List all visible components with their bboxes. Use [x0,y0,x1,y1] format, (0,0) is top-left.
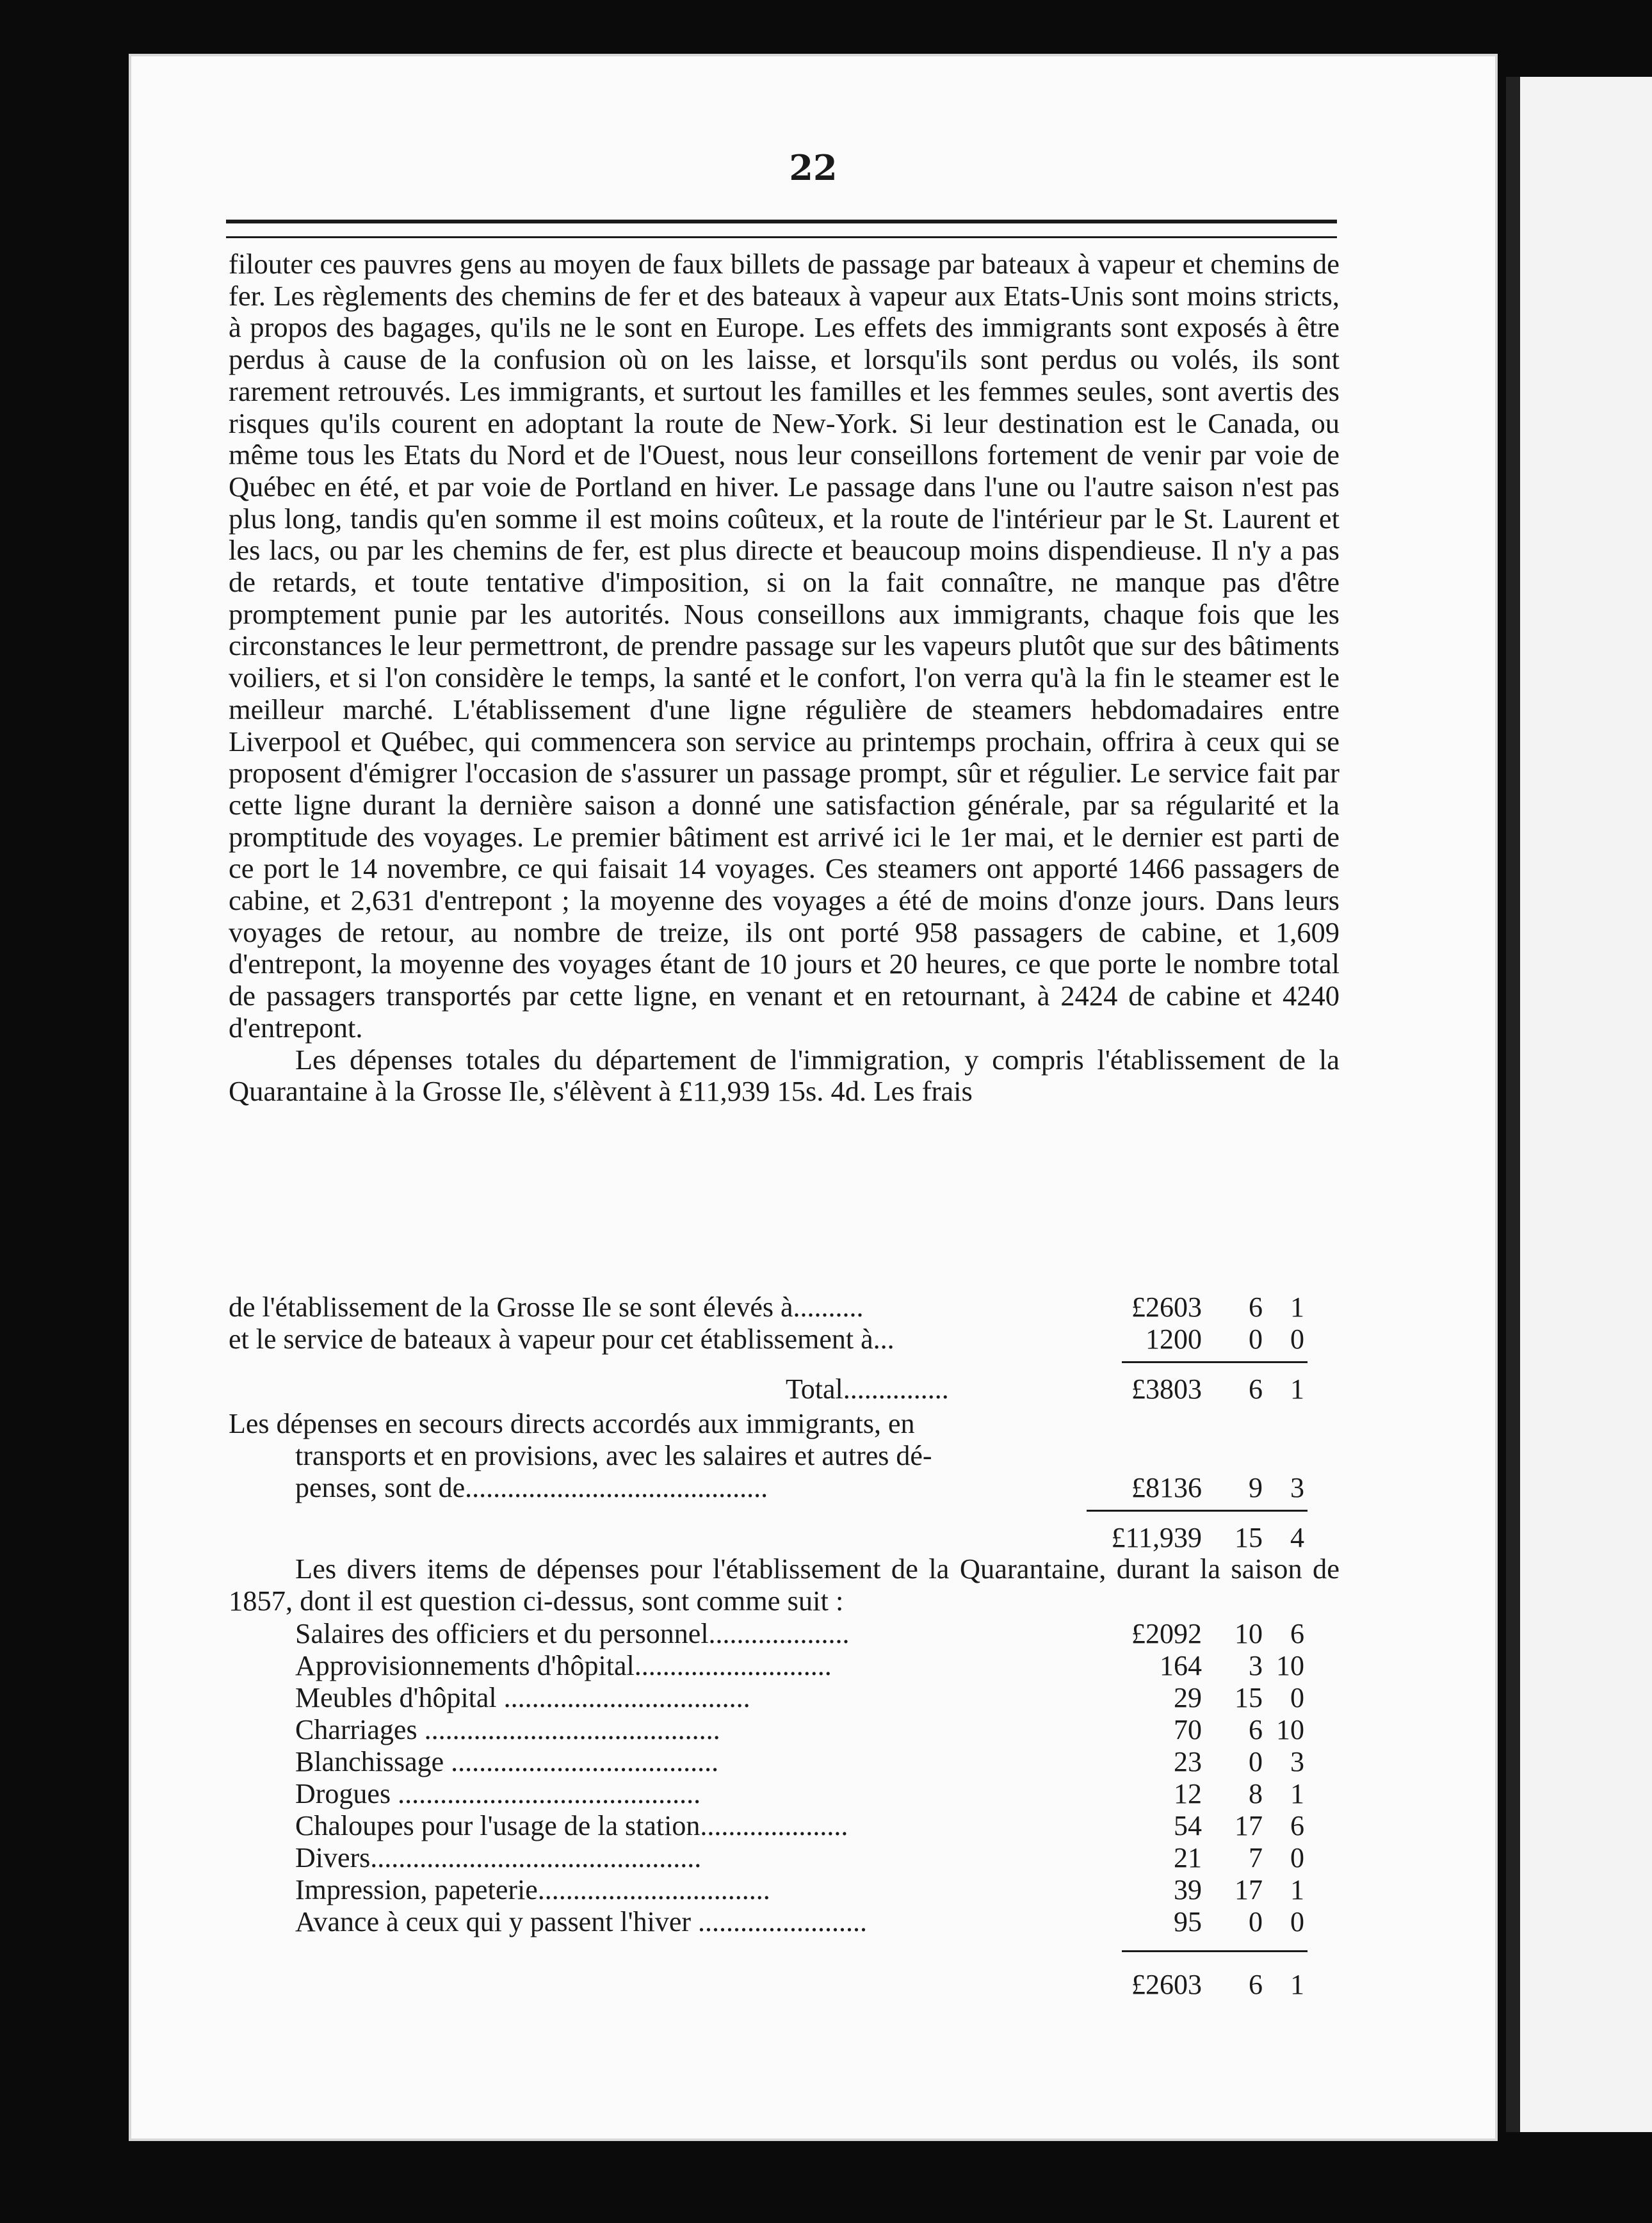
ledger-label: Charriages .......................................... [295,1714,720,1745]
ledger-pounds: £3803 [1131,1373,1202,1405]
ledger-row [229,1713,1340,1745]
ledger-label: penses, sont de........................................... [295,1472,768,1503]
total-rule [1087,1510,1308,1512]
ledger-pence: 1 [1290,1373,1304,1405]
ledger-pence: 4 [1290,1522,1304,1553]
ledger-row [229,1777,1340,1809]
ledger-label: Avance à ceux qui y passent l'hiver ........................ [295,1906,867,1937]
ledger-label: et le service de bateaux à vapeur pour cet établissement à... [229,1323,895,1355]
paragraph-2: Les dépenses totales du département de l'immigration, y compris l'établissement de la Quarantaine à la Grosse Ile, s'élèvent à £11,939 15s. 4d. Les frais [229,1043,1340,1108]
ledger-shillings: 0 [1249,1323,1263,1355]
ledger-label: Meubles d'hôpital ................................... [295,1682,750,1713]
items-total-rule [1122,1950,1308,1952]
page-number: 22 [789,147,838,188]
ledger-pounds: 23 [1174,1746,1202,1777]
ledger-pence: 3 [1290,1746,1304,1777]
ledger-shillings: 17 [1235,1810,1263,1841]
ledger-pence: 0 [1290,1682,1304,1713]
ledger-shillings: 15 [1235,1522,1263,1553]
ledger-shillings: 0 [1249,1906,1263,1937]
ledger-label: Blanchissage ...................................... [295,1746,719,1777]
ledger-row [229,1291,1340,1323]
paragraph-3: Les divers items de dépenses pour l'établissement de la Quarantaine, durant la saison de 1857, dont il est question ci-dessus, sont comme suit : [229,1553,1340,1617]
ledger-pence: 3 [1290,1472,1304,1503]
ledger-pounds: 95 [1174,1906,1202,1937]
ledger-pence: 10 [1276,1714,1304,1745]
ledger-pounds: 39 [1174,1874,1202,1905]
ledger-text-line [229,1407,1340,1439]
body-text [229,248,1340,1108]
ledger-pence: 1 [1290,1874,1304,1905]
ledger-total-label: Total............... [786,1373,949,1405]
ledger-row [229,1617,1340,1649]
book-spine [1506,77,1520,2132]
header-double-rule [226,220,1337,238]
ledger-shillings: 17 [1235,1874,1263,1905]
ledger-pence: 1 [1290,1778,1304,1809]
ledger-row [229,1471,1340,1503]
ledger-pence: 0 [1290,1906,1304,1937]
ledger-text-line [229,1439,1340,1471]
ledger-shillings: 10 [1235,1618,1263,1649]
ledger-pounds: £2092 [1131,1618,1202,1649]
ledger-items-total-row [229,1968,1340,2000]
ledger-shillings: 8 [1249,1778,1263,1809]
ledger-label: Approvisionnements d'hôpital............................ [295,1650,832,1681]
ledger-shillings: 6 [1249,1291,1263,1323]
ledger-label: Salaires des officiers et du personnel.................... [295,1618,850,1649]
ledger-row [229,1745,1340,1777]
ledger-pounds: £8136 [1131,1472,1202,1503]
document-page [131,56,1495,2138]
ledger-row [229,1649,1340,1681]
ledger-row [229,1809,1340,1841]
subtotal-rule [1122,1361,1308,1363]
ledger-label: transports et en provisions, avec les salaires et autres dé- [295,1440,932,1471]
ledger-label: Chaloupes pour l'usage de la station..................... [295,1810,848,1841]
ledger-row [229,1905,1340,1937]
ledger-shillings: 15 [1235,1682,1263,1713]
ledger-shillings: 0 [1249,1746,1263,1777]
ledger-shillings: 6 [1249,1714,1263,1745]
body-text-quarantine [229,1553,1340,1617]
ledger-pounds: 164 [1160,1650,1202,1681]
ledger-pence: 6 [1290,1810,1304,1841]
ledger-shillings: 3 [1249,1650,1263,1681]
ledger-row [229,1841,1340,1873]
ledger-pence: 1 [1290,1291,1304,1323]
ledger-shillings: 9 [1249,1472,1263,1503]
ledger-total-row [229,1373,1340,1405]
ledger-shillings: 7 [1249,1842,1263,1873]
ledger-pounds: £11,939 [1111,1522,1202,1553]
ledger-pounds: 12 [1174,1778,1202,1809]
paragraph-1: filouter ces pauvres gens au moyen de faux billets de passage par bateaux à vapeur et chemins de fer. Les règlements des chemins de fer et des bateaux à vapeur aux Etats-Unis sont moins stricts, à propos des bagages, qu'ils ne le sont en Europe. Les effets des immigrants sont exposés à être perdus à cause de la confusion où on les laisse, et lorsqu'ils sont perdus ou volés, ils sont rarement retrouvés. Les immigrants, et surtout les familles et les femmes seules, sont avertis des risques qu'ils courent en adoptant la route de New-York. Si leur destination est le Canada, ou même tous les Etats du Nord et de l'Ouest, nous leur conseillons fortement de venir par voie de Québec en été, et par voie de Portland en hiver. Le passage dans l'une ou l'autre saison n'est pas plus long, tandis qu'en somme il est moins coûteux, et la route de l'intérieur par le St. Laurent et les lacs, ou par les chemins de fer, est plus directe et beaucoup moins dispendieuse. Il n'y a pas de retards, et toute tentative d'imposition, si on la fait connaître, ne manque pas d'être promptement punie par les autorités. Nous conseillons aux immigrants, chaque fois que les circonstances le leur permettront, de prendre passage sur les vapeurs plutôt que sur des bâtiments voiliers, et si l'on considère le temps, la santé et le confort, l'on verra qu'à la fin le steamer est le meilleur marché. L'établissement d'une ligne régulière de steamers hebdomadaires entre Liverpool et Québec, qui commencera son service au printemps prochain, offrira à ceux qui se proposent d'émigrer l'occasion de s'assurer un passage prompt, sûr et régulier. Le service fait par cette ligne durant la dernière saison a donné une satisfaction générale, par sa régularité et la promptitude des voyages. Le premier bâtiment est arrivé ici le 1er mai, et le dernier est parti de ce port le 14 novembre, ce qui faisait 14 voyages. Ces steamers ont apporté 1466 passagers de cabine, et 2,631 d'entrepont ; la moyenne des voyages a été de moins d'onze jours. Dans leurs voyages de retour, au nombre de treize, ils ont porté 958 passagers de cabine, et 1,609 d'entrepont, la moyenne des voyages étant de 10 jours et 20 heures, ce que porte le nombre total de passagers transportés par cette ligne, en venant et en retournant, à 2424 de cabine et 4240 d'entrepont. [229,248,1340,1044]
ledger-pence: 1 [1290,1969,1304,2000]
ledger-pounds: 1200 [1146,1323,1202,1355]
ledger-pounds: 70 [1174,1714,1202,1745]
ledger-pounds: £2603 [1131,1969,1202,2000]
ledger-label: Divers............................................... [295,1842,702,1873]
ledger-shillings: 6 [1249,1969,1263,2000]
ledger-label: Les dépenses en secours directs accordés aux immigrants, en [229,1408,915,1439]
ledger-grand-total-row [229,1521,1340,1553]
ledger-pence: 0 [1290,1842,1304,1873]
ledger-pounds: 21 [1174,1842,1202,1873]
ledger-pence: 6 [1290,1618,1304,1649]
ledger-shillings: 6 [1249,1373,1263,1405]
adjacent-page-edge [1514,77,1652,2132]
ledger-pounds: 29 [1174,1682,1202,1713]
ledger-pence: 10 [1276,1650,1304,1681]
ledger-pounds: 54 [1174,1810,1202,1841]
ledger-pence: 0 [1290,1323,1304,1355]
ledger-pounds: £2603 [1131,1291,1202,1323]
ledger-row [229,1323,1340,1355]
ledger-label: de l'établissement de la Grosse Ile se sont élevés à.......... [229,1291,864,1323]
ledger-row [229,1873,1340,1905]
ledger-row [229,1681,1340,1713]
ledger-label: Impression, papeterie................................. [295,1874,770,1905]
ledger-label: Drogues ........................................... [295,1778,701,1809]
